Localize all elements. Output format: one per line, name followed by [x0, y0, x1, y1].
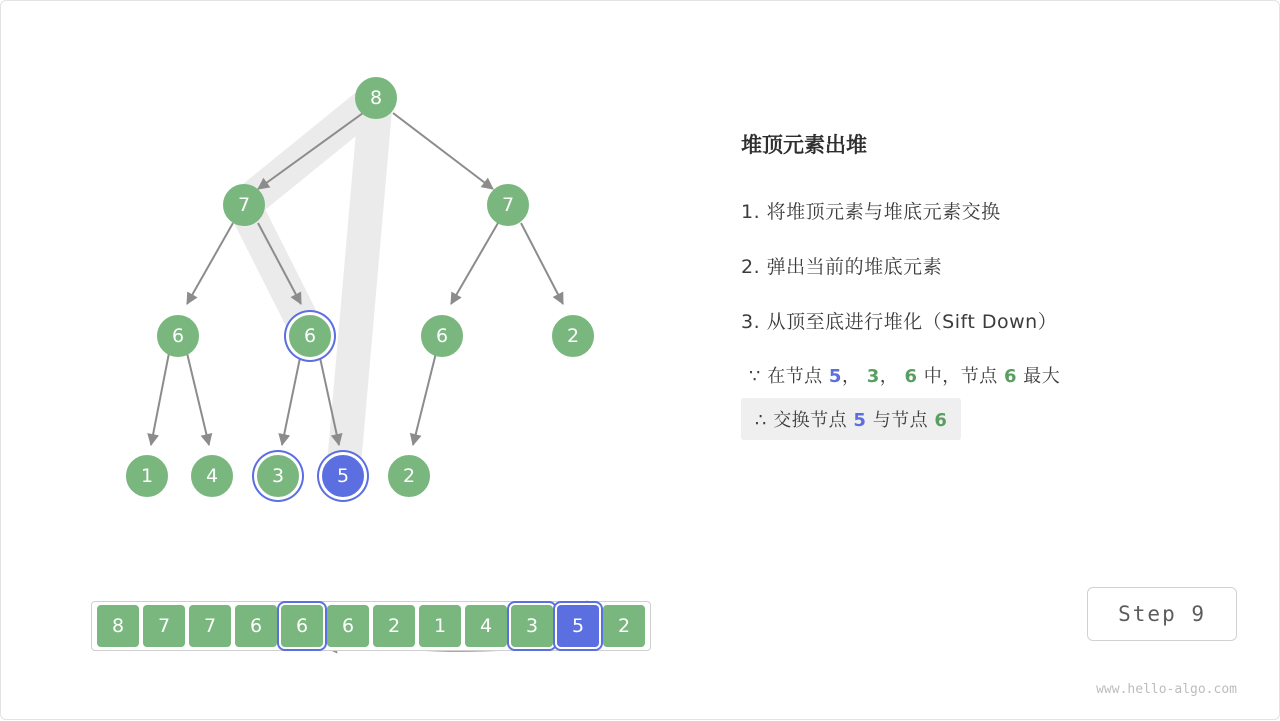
conclusion-value-1: 5 — [853, 410, 867, 431]
array-cell-sibling: 3 — [511, 605, 553, 647]
tree-node: 6 — [421, 315, 463, 357]
reason-sep-1: ， — [841, 366, 861, 387]
binary-heap-tree — [1, 1, 701, 721]
array-cell-current: 5 — [557, 605, 599, 647]
reason-text-a: 在节点 — [767, 366, 823, 387]
tree-node: 2 — [552, 315, 594, 357]
reason-line — [749, 362, 1241, 388]
tree-node-sibling: 3 — [257, 455, 299, 497]
conclusion-line — [741, 398, 961, 440]
conclusion-text-b: 与节点 — [872, 410, 929, 431]
because-symbol: ∵ — [749, 366, 761, 387]
array-cell: 8 — [97, 605, 139, 647]
conclusion-text-a: 交换节点 — [773, 410, 848, 431]
array-cell: 2 — [373, 605, 415, 647]
reason-sep-2: ， — [879, 366, 899, 387]
step-item: 2. 弹出当前的堆底元素 — [741, 256, 943, 278]
tree-node: 7 — [487, 184, 529, 226]
reason-value-3: 6 — [904, 366, 918, 387]
tree-node: 1 — [126, 455, 168, 497]
watermark: www.hello-algo.com — [1096, 682, 1237, 697]
tree-node: 2 — [388, 455, 430, 497]
array-cell: 6 — [235, 605, 277, 647]
explanation-panel — [741, 129, 1241, 450]
array-cell: 1 — [419, 605, 461, 647]
tree-node-current: 5 — [322, 455, 364, 497]
tree-node: 4 — [191, 455, 233, 497]
therefore-symbol: ∴ — [755, 410, 767, 431]
step-item: 1. 将堆顶元素与堆底元素交换 — [741, 201, 1001, 223]
reason-value-2: 3 — [866, 366, 880, 387]
conclusion-value-2: 6 — [934, 410, 948, 431]
array-cell-selected-child: 6 — [281, 605, 323, 647]
array-cell: 7 — [189, 605, 231, 647]
sift-down-path-highlight — [244, 98, 376, 476]
reason-value-4: 6 — [1003, 366, 1017, 387]
step-item: 3. 从顶至底进行堆化（Sift Down） — [741, 311, 1058, 333]
reason-value-1: 5 — [828, 366, 842, 387]
reason-text-c: 最大 — [1023, 366, 1061, 387]
array-cell: 4 — [465, 605, 507, 647]
heap-array — [91, 601, 651, 651]
tree-node: 6 — [157, 315, 199, 357]
step-badge: Step 9 — [1087, 587, 1237, 641]
reason-text-b: 中，节点 — [923, 366, 998, 387]
array-cell: 2 — [603, 605, 645, 647]
tree-node: 8 — [355, 77, 397, 119]
array-cell: 6 — [327, 605, 369, 647]
tree-node: 7 — [223, 184, 265, 226]
panel-title: 堆顶元素出堆 — [741, 133, 867, 157]
tree-node-selected-child: 6 — [289, 315, 331, 357]
array-cell: 7 — [143, 605, 185, 647]
